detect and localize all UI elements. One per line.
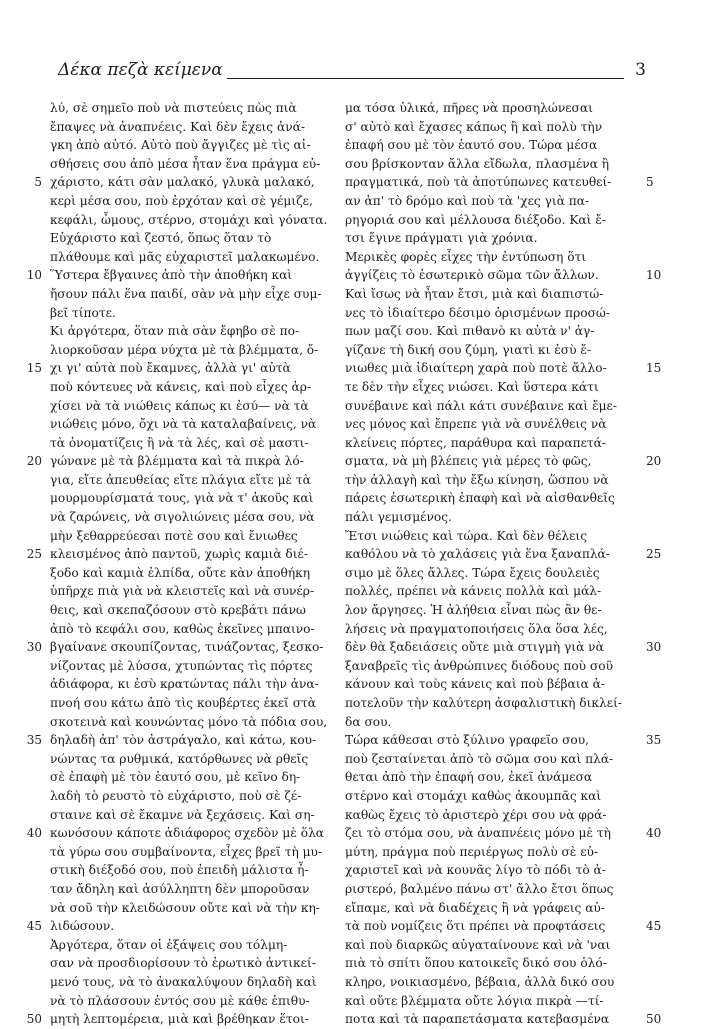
line-number: 5 [34,175,42,190]
line-number: 25 [646,547,662,562]
text-line: σιμο μὲ ὅλες ἄλλες. Τώρα ἔχεις δουλειὲς [345,565,600,580]
text-line: σταινε καὶ σὲ ἔκαμνε νὰ ξεχάσεις. Καὶ ση- [50,807,315,822]
text-line: στέρνο καὶ στομάχι καθὼς ἀκουμπᾶς καὶ [345,788,602,803]
text-line: γώνανε μὲ τὰ βλέμματα καὶ τὰ πικρὰ λό- [50,454,304,469]
text-line: ξαναβρεῖς τὶς ἀνθρώπινες διόδους ποὺ σοῦ [345,658,614,673]
text-line: Ἀργότερα, ὅταν οἱ ἐξάψεις σου τόλμη- [50,937,288,952]
text-line: νες τὸ ἰδιαίτερο δέσιμο ὁρισμένων προσώ- [345,305,610,320]
line-number: 35 [26,733,42,748]
text-line: κλείνεις πόρτες, παράθυρα καὶ παραπετά- [345,435,606,450]
text-line: δηλαδὴ ἀπ' τὸν ἀστράγαλο, καὶ κάτω, κου- [50,733,317,748]
text-line: για, εἴτε ἀπευθείας εἴτε πλάγια εἴτε μὲ τὰ [50,472,311,487]
text-line: ἀδιάφορα, κι ἐσὺ κρατώντας πάλι τὴν ἀνα- [50,677,319,692]
text-line: λήσεις νὰ πραγματοποιήσεις ὅλα ὅσα λές, [345,621,608,636]
line-number: 25 [26,547,42,562]
running-title: Δέκα πεζὰ κείμενα [58,60,227,80]
text-line: λιδώσουν. [50,919,115,934]
text-line: ἐπαφή σου μὲ τὸν ἑαυτό σου. Τώρα μέσα [345,138,598,153]
text-line: Εὐχάριστο καὶ ζεστό, ὅπως ὅταν τὸ [50,231,272,246]
text-line: λον ἄργησες. Ἡ ἀλήθεια εἶναι πὼς ἂν θε- [345,603,602,618]
right-text-column [345,99,625,1029]
text-line: τὰ ποὺ νομίζεις ὅτι πρέπει νὰ προφτάσεις [345,919,606,934]
text-line: Μερικὲς φορὲς εἶχες τὴν ἐντύπωση ὅτι [345,249,587,264]
running-header [58,60,646,82]
text-line: μητὴ λεπτομέρεια, μιὰ καὶ βρέθηκαν ἕτοι- [50,1012,309,1027]
text-line: κωνόσουν κάποτε ἀδιάφορος σχεδὸν μὲ ὅλα [50,826,325,841]
text-line: εἴπαμε, καὶ νὰ διαδέχεις ἢ νὰ γράφεις αὐ- [345,900,605,915]
text-line: σ' αὐτὸ καὶ ἔχασες κάπως ἢ καὶ πολὺ τὴν [345,119,603,134]
line-number: 40 [646,826,662,841]
text-line: Ἔτσι νιώθεις καὶ τώρα. Καὶ δὲν θέλεις [345,528,588,543]
text-line: θεις, καὶ σκεπαζόσουν στὸ κρεβάτι πάνω [50,603,306,618]
text-line: πλάθουμε καὶ μᾶς εὐχαριστεῖ μαλακωμένο. [50,249,320,264]
text-line: τσι ἔγινε πράγματι γιὰ χρόνια. [345,231,538,246]
text-line: νὰ σοῦ τὴν κλειδώσουν οὔτε καὶ νὰ τὴν κη- [50,900,320,915]
text-line: χάριστο, κάτι σὰν μαλακό, γλυκὰ μαλακό, [50,175,315,190]
text-line: στικὴ διέξοδό σου, ποὺ ἐπειδὴ μάλιστα ἦ- [50,863,309,878]
text-line: Τώρα κάθεσαι στὸ ξύλινο γραφεῖο σου, [345,733,590,748]
text-line: σαν νὰ προσδιορίσουν τὸ ἐρωτικὸ ἀντικεί- [50,956,316,971]
text-line: χαριστεῖ καὶ νὰ κουνᾶς λίγο τὸ πόδι τὸ ἀ- [345,863,606,878]
text-line: βγαίνανε σκουπίζοντας, τινάζοντας, ξεσκο- [50,640,324,655]
text-line: σθήσεις σου ἀπὸ μέσα ἦταν ἕνα πράγμα εὐ- [50,156,321,171]
line-number: 50 [646,1012,662,1027]
text-line: Κι ἀργότερα, ὅταν πιὰ σὰν ἔφηβο σὲ πο- [50,324,300,339]
text-line: σὲ ἐπαφὴ μὲ τὸν ἑαυτό σου, μὲ κεῖνο δη- [50,770,301,785]
text-line: πολλές, πρέπει νὰ κάνεις πολλὰ καὶ μάλ- [345,584,602,599]
text-line: τὰ γύρω σου συμβαίνοντα, εἶχες βρεῖ τὴ μυ- [50,844,323,859]
text-line: θεται ἀπὸ τὴν ἐπαφή σου, ἐκεῖ ἀνάμεσα [345,770,593,785]
text-line: σκοτεινὰ καὶ κουνώντας μόνο τὰ πόδια σου, [50,714,328,729]
text-line: καθὼς ἔχεις τὸ ἀριστερὸ χέρι σου νὰ φρά- [345,807,607,822]
text-line: τὰ ὀνοματίζεις ἢ νὰ τὰ λές, καὶ σὲ μαστι- [50,435,309,450]
text-line: χίσει νὰ τὰ νιώθεις κάπως κι ἐσύ— νὰ τὰ [50,398,309,413]
text-line: κερὶ μέσα σου, ποὺ ἐρχόταν καὶ σὲ γέμιζε, [50,193,313,208]
text-line: νὰ τὸ πλάσσουν ἐντός σου μὲ κάθε ἐπιθυ- [50,993,310,1008]
text-line: ποὺ ζεσταίνεται ἀπὸ τὸ σῶμα σου καὶ πλά- [345,751,614,766]
line-number: 45 [646,919,662,934]
text-line: μενό τους, νὰ τὸ ἀνακαλύψουν δηλαδὴ καὶ [50,974,317,989]
text-line: γίζανε τὴ δική σου ζύμη, γιατὶ κι ἐσὺ ἔ- [345,342,592,357]
text-line: λιορκοῦσαν μέρα νύχτα μὲ τὰ βλέμματα, ὄ- [50,342,319,357]
line-number: 30 [26,640,42,655]
text-line: πνοή σου κάτω ἀπὸ τὶς κουβέρτες ἐκεῖ στὰ [50,696,317,710]
text-line: ποὺ κόντευες νὰ κάνεις, καὶ ποὺ εἶχες ἀρ- [50,379,312,394]
line-number: 10 [646,268,662,283]
text-line: σου βρίσκονταν ἄλλα εἴδωλα, πλασμένα ἢ [345,156,610,171]
text-line: ἔπαψες νὰ ἀναπνέεις. Καὶ δὲν ἔχεις ἀνά- [50,119,305,134]
text-line: ποτα καὶ τὰ παραπετάσματα κατεβασμένα [345,1012,610,1027]
text-line: ζει τὸ στόμα σου, νὰ ἀναπνέεις μόνο μὲ τὴ [345,826,611,841]
text-line: Ὕστερα ἔβγαινες ἀπὸ τὴν ἀποθήκη καὶ [50,268,293,283]
text-line: πιὰ τὸ σπίτι ὅπου κατοικεῖς δικό σου ὁλό- [345,956,607,971]
line-number: 15 [646,361,662,376]
text-line: νώντας τα ρυθμικά, κατόρθωνες νὰ ρθεῖς [50,751,309,766]
text-line: κληρο, νοικιασμένο, βέβαια, ἀλλὰ δικό σου [345,974,615,989]
text-line: ξοδο καὶ καμιὰ ἐλπίδα, οὔτε κὰν ἀποθήκη [50,565,311,580]
text-line: ρηγοριά σου καὶ μέλλουσα διέξοδο. Καὶ ἔ- [345,212,606,227]
text-line: μουρμουρίσματά τους, γιὰ νὰ τ' ἀκοῦς καὶ [50,491,314,506]
line-number: 20 [26,454,42,469]
line-number: 20 [646,454,662,469]
text-line: κλεισμένος ἀπὸ παντοῦ, χωρὶς καμιὰ διέ- [50,547,308,562]
line-number: 10 [26,268,42,283]
text-line: πάλι γεμισμένος. [345,510,452,525]
page-number: 3 [635,60,646,80]
line-number: 35 [646,733,662,748]
text-line: κεφάλι, ὦμους, στέρνο, στομάχι καὶ γόνατα. [50,212,328,227]
text-line: μὴν ξεθαρρεύεσαι ποτὲ σου καὶ ἔνιωθες [50,528,298,543]
text-line: συνέβαινε καὶ πάλι κάτι συνέβαινε καὶ ἔμε- [345,398,617,413]
line-number: 15 [26,361,42,376]
text-line: ἤσουν πάλι ἕνα παιδί, σὰν νὰ μὴν εἶχε συμ- [50,286,322,301]
text-line: αν ἀπ' τὸ δρόμο καὶ ποὺ τὰ 'χες γιὰ πα- [345,193,590,208]
text-line: λαδὴ τὸ ρευστὸ τὸ εὐχάριστο, ποὺ σὲ ζέ- [50,788,302,803]
text-line: γκη ἀπὸ αὐτό. Αὐτὸ ποὺ ἄγγιζες μὲ τὶς αἰ- [50,138,311,153]
left-text-column [50,99,330,1029]
text-line: λύ, σὲ σημεῖο ποὺ νὰ πιστεύεις πὼς πιὰ [50,101,297,115]
text-line: μύτη, πράγμα ποὺ περιέργως πολὺ σὲ εὐ- [345,844,599,859]
text-line: ταν ἄδηλη καὶ ἀσύλληπτη δὲν μποροῦσαν [50,881,310,896]
text-line: τὴν ἀλλαγὴ καὶ τὴν ἔξω κίνηση, ὥσπου νὰ [345,472,609,487]
text-line: σματα, νὰ μὴ βλέπεις γιὰ μέρες τὸ φῶς, [345,454,592,469]
text-line: καθόλου νὰ τὸ χαλάσεις γιὰ ἕνα ξαναπλά- [345,547,610,562]
text-line: καὶ οὔτε βλέμματα οὔτε λόγια πικρὰ —τί- [345,993,604,1008]
text-line: βεῖ τίποτε. [50,305,116,320]
text-line: πων μαζί σου. Καὶ πιθανὸ κι αὐτὰ ν' ἀγ- [345,324,595,339]
text-line: νίζοντας μὲ λύσσα, χτυπώντας τὶς πόρτες [50,658,313,673]
line-number: 45 [26,919,42,934]
text-line: πάρεις ἐσωτερικὴ ἐπαφὴ καὶ νὰ αἰσθανθεῖς [345,491,615,506]
text-line: κάνουν καὶ τοὺς κάνεις καὶ ποὺ βέβαια ἀ- [345,677,606,692]
text-line: νιωθες μιὰ ἰδιαίτερη χαρὰ ποὺ ποτὲ ἄλλο- [345,361,607,376]
line-number: 50 [26,1012,42,1027]
line-number: 40 [26,826,42,841]
text-line: ἀγγίζεις τὸ ἐσωτερικὸ σῶμα τῶν ἄλλων. [345,268,599,283]
text-line: νὰ ζαρώνεις, νὰ σιγολιώνεις μέσα σου, νὰ [50,510,315,525]
text-line: ὑπῆρχε πιὰ γιὰ νὰ κλειστεῖς καὶ νὰ συνέρ- [50,584,315,599]
text-line: χι γι' αὐτὰ ποὺ ἔκαμνες, ἀλλὰ γι' αὐτὰ [50,361,291,376]
text-line: νιώθεις μόνο, ὄχι νὰ τὰ καταλαβαίνεις, νὰ [50,417,317,432]
line-number: 5 [646,175,654,190]
text-line: τε δὲν τὴν εἶχες νιώσει. Καὶ ὕστερα κάτι [345,379,599,394]
text-line: Καὶ ἴσως νὰ ἦταν ἔτσι, μιὰ καὶ διαπιστώ- [345,286,604,301]
text-line: δα σου. [345,714,392,729]
text-line: ριστερό, βαλμένο πάνω στ' ἄλλο ἔτσι ὅπως [345,881,614,896]
line-number: 30 [646,640,662,655]
text-line: δὲν θὰ ξαδειάσεις οὔτε μιὰ στιγμὴ γιὰ νὰ [345,640,604,655]
text-line: νες μόνος καὶ ἔπρεπε γιὰ νὰ συνέλθεις νὰ [345,417,607,432]
text-line: ἀπὸ τὸ κεφάλι σου, καθὼς ἐκεῖνες μπαινο- [50,621,315,636]
text-line: καὶ ποὺ διαρκῶς αὐγαταίνουνε καὶ νὰ 'ναι [345,937,611,952]
text-line: πραγματικά, ποὺ τὰ ἀποτύπωνες κατευθεί- [345,175,612,190]
text-line: ποτελοῦν τὴν καλύτερη ἀσφαλιστικὴ δικλεί- [345,696,622,710]
text-line: μα τόσα ὑλικά, πῆρες νὰ προσηλώνεσαι [345,101,593,115]
